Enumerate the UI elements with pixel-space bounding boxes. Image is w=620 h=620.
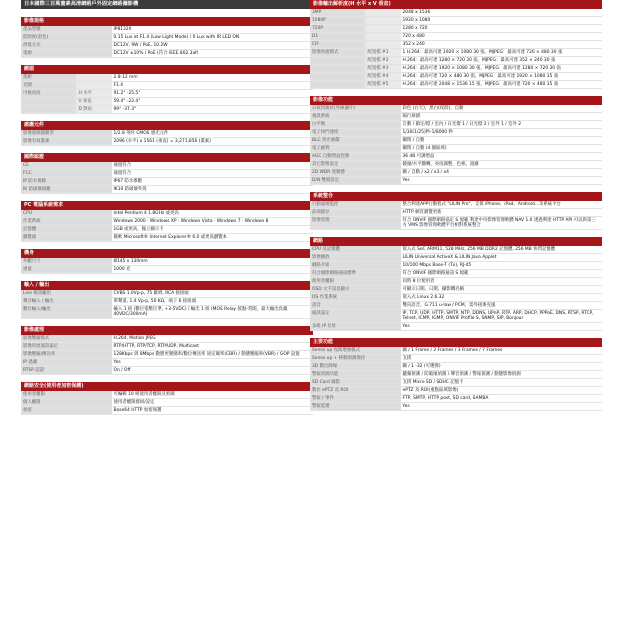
spec-value: F1.4	[112, 81, 314, 89]
spec-label	[310, 56, 365, 64]
spec-value: 關 / 1 Frame / 2 Frames / 3 Frames / 7 Frames	[401, 347, 602, 354]
spec-section	[21, 121, 313, 146]
spec-row	[21, 49, 313, 57]
spec-label: 影像有效畫素	[21, 137, 112, 145]
spec-value: 99° -37.3°	[112, 105, 314, 113]
spec-value: 聽頻偵測 / 防破壞偵測 / 聲音偵測 / 警報偵測 / 動態影像偵測	[401, 370, 602, 378]
spec-label: CIF	[310, 40, 365, 48]
spec-value: 雙向語音，G.711 u-law / PCM，需外接麥克風	[401, 301, 602, 309]
spec-value: 128Kbps 到 8Mbps 動態更變碼率/數位傳送率 固定碼率(CBR) / 動態壓縮率(VBR) / GOP 設置	[112, 350, 313, 358]
section-header: 影像功能	[310, 96, 602, 105]
spec-section	[310, 192, 602, 230]
spec-label: 電源	[21, 49, 112, 57]
spec-row	[310, 347, 602, 354]
spec-value: Base64 HTTP 加密保護	[112, 406, 313, 414]
spec-label: AGC 自動增益控制	[310, 152, 401, 160]
spec-value: 鏡頭/水平翻轉，亮度調整，色相，過濾	[401, 160, 602, 168]
spec-value: 關閉 / 自動 (4 個區域)	[401, 144, 602, 152]
spec-value: 36 dB 可調增益	[401, 152, 602, 160]
spec-label: OSD 文字訊息顯示	[310, 285, 401, 293]
spec-section	[21, 201, 313, 242]
spec-row	[310, 269, 602, 277]
spec-value: 352 x 240	[401, 40, 603, 48]
spec-sublabel: H 水平	[76, 89, 111, 97]
spec-label: Sense up 夜間增強模式	[310, 347, 401, 354]
spec-value: 關 / 1 -32 (可選擇)	[401, 362, 602, 370]
spec-value: H.264：最高可達 2048 × 1536 15 張，MJPEG：最高可達 720 × 480 15 張	[401, 80, 603, 88]
spec-row	[310, 285, 602, 293]
section-header: 影像輸出解析度(H 水平 x V 垂直)	[310, 0, 602, 9]
spec-row	[310, 120, 602, 128]
spec-value: 通過符合	[112, 162, 313, 169]
spec-section	[310, 0, 602, 89]
spec-row	[310, 48, 602, 56]
spec-value: IK10 防破壞外殼	[112, 185, 313, 193]
spec-row	[310, 9, 602, 16]
spec-row	[310, 201, 602, 208]
spec-label: 重量	[21, 265, 112, 273]
document-title: 日本國際三百萬畫素高清網路戶外固定網路攝影機	[21, 0, 313, 9]
spec-table	[21, 258, 313, 274]
spec-label: 影像串流通訊協定	[21, 342, 112, 350]
spec-label: RTSP 認證	[21, 366, 112, 374]
spec-table	[310, 9, 602, 89]
spec-label: 作業系統	[21, 217, 112, 225]
spec-sublabel: 配置檔 #2	[365, 56, 400, 64]
spec-section	[21, 65, 313, 114]
section-header: 主要功能	[310, 338, 602, 347]
spec-row	[21, 81, 313, 89]
spec-value: H.264：最高可達 1920 × 1080 30 張，MJPEG：最高可達 1280 × 720 30 張	[401, 64, 603, 72]
spec-label: IP 過濾	[21, 358, 112, 366]
spec-row	[21, 305, 313, 318]
spec-label: 語音	[310, 301, 401, 309]
spec-label: 網路介面	[310, 261, 401, 269]
spec-row	[310, 152, 602, 160]
spec-label: 產品型號	[21, 26, 112, 33]
spec-row	[21, 391, 313, 398]
section-header: 網路安全(使用者加密保護)	[21, 382, 313, 391]
spec-row	[21, 342, 313, 350]
spec-value: Yes	[401, 322, 602, 330]
spec-row	[21, 137, 313, 145]
spec-row	[310, 80, 602, 88]
spec-section	[310, 96, 602, 185]
spec-value: FTP, SMTP, HTTP post, SD card, SAMBA	[401, 394, 602, 402]
spec-value: 自動 / 鎖定/燈 / 室內 / 日光燈 1 / 日光燈 2 / 室外 1 / 室外 2	[401, 120, 602, 128]
spec-label: 供電方式	[21, 41, 112, 49]
spec-label: CPU 及記憶體	[310, 246, 401, 253]
spec-row	[310, 246, 602, 253]
spec-label: 影像壓縮/傳送率	[21, 350, 112, 358]
section-header: 系統整合	[310, 192, 602, 201]
spec-label: IP 防水規範	[21, 177, 112, 185]
spec-row	[310, 168, 602, 176]
spec-sublabel: 配置檔 #1	[365, 48, 400, 56]
spec-row	[310, 253, 602, 261]
spec-value: 1920 x 1080	[401, 16, 603, 24]
spec-value: 59.4° -22.4°	[112, 97, 314, 105]
spec-value: 可顯示日期、日期、攝影機名稱	[401, 285, 602, 293]
spec-row	[21, 217, 313, 225]
spec-row	[21, 350, 313, 358]
spec-row	[310, 362, 602, 370]
section-header: 國際認證	[21, 153, 313, 162]
section-header: 機身	[21, 249, 313, 258]
spec-value: 支援	[401, 354, 602, 362]
spec-row	[21, 130, 313, 137]
spec-value: H.264：最高可達 720 × 480 30 張，MJPEG：最高可達 1920 × 1080 15 張	[401, 72, 603, 80]
spec-row	[21, 225, 313, 233]
spec-row	[21, 97, 313, 105]
spec-table	[21, 335, 313, 375]
spec-sublabel: V 垂直	[76, 97, 111, 105]
spec-value: 微軟 Microsoft® Internet Explorer® 6.0 或更高瀏覽本	[112, 233, 313, 241]
spec-value: 輸入 1 組 (數位電壓位準, +3-5VDC) / 輸出 1 組 (MOS Relay 接點-常開，最大輸出負載 40VDC/300mA)	[112, 305, 313, 318]
spec-label: 視訊系統	[310, 112, 401, 120]
spec-label: 電子快門速度	[310, 128, 401, 136]
spec-value: IP, TCP, UDP, HTTP, SMTP, NTP, DDNS, UPnP, RTP, ARP, DHCP, PPPoE, DNS, RTSP, RTCP, Telnet, ICMP, IGMP, ONVIF Profile S, SNMP, SIP, Bonjour	[401, 309, 602, 322]
spec-row	[310, 261, 602, 269]
spec-label: BLC 背光補償	[310, 136, 401, 144]
spec-row	[21, 169, 313, 177]
spec-label: 可視角度	[21, 89, 76, 97]
spec-label: CE	[21, 162, 112, 169]
spec-value: 2096 (水平) x 1561 (垂直) = 3,271,856 (畫素)	[112, 137, 313, 145]
spec-value: 單聲道, 1.4 Vp-p, 50 KΩ，端子 6 接接頭	[112, 297, 313, 305]
spec-value: 使用者權限群組/設定	[112, 398, 313, 406]
spec-value: 關 / 自動 / x2 / x3 / x4	[401, 168, 602, 176]
spec-table	[310, 105, 602, 185]
spec-sublabel	[365, 24, 400, 32]
spec-row	[310, 40, 602, 48]
spec-value: 1280 x 720	[401, 24, 603, 32]
spec-label	[310, 72, 365, 80]
spec-row	[310, 216, 602, 229]
section-header: PC 電腦系統需求	[21, 201, 313, 210]
spec-label: Live 視訊輸出	[21, 290, 112, 297]
spec-value: 可編輯 10 組使用者權限及密碼	[112, 391, 313, 398]
spec-value: 0.15 Lux at F1.4 (Low Light Mode) / 0 Lux with IR LED ON	[112, 33, 313, 41]
spec-label	[21, 97, 76, 105]
spec-row	[21, 89, 313, 97]
spec-table	[310, 201, 602, 230]
spec-row	[310, 128, 602, 136]
spec-value: 同時 8 位使用者	[401, 277, 602, 285]
spec-value: DC12V, 9W / PoE, 10.2W	[112, 41, 313, 49]
spec-row	[310, 370, 602, 378]
spec-label: D1	[310, 32, 365, 40]
spec-value: 關閉 / 自動	[401, 136, 602, 144]
spec-value: DC12V ±10% / PoE (符合 IEEE 802.3af)	[112, 49, 313, 57]
spec-sublabel: 配置檔 #4	[365, 72, 400, 80]
spec-row	[310, 56, 602, 64]
spec-value: 嵌入式 Linux 2.6.32	[401, 293, 602, 301]
spec-value: LILIN Universal ActiveX & LILIN Java Applet	[401, 253, 602, 261]
spec-value: 符合 ONVIF 國際網路協定 S 規範 利達中央影像管理軟體 NAV 1.0 透過利達 HTTP API 可以與第三方 VMS 影像管理軟體平台相對系統整合	[401, 216, 602, 229]
spec-value: 1GB 或更高，獨立顯示卡	[112, 225, 313, 233]
spec-row	[21, 177, 313, 185]
spec-value: 91.2° -25.5°	[112, 89, 314, 97]
spec-label: 低照度(彩色)	[21, 33, 112, 41]
spec-row	[310, 24, 602, 32]
spec-sublabel	[76, 74, 111, 81]
spec-row	[310, 136, 602, 144]
section-header: 影像處理	[21, 326, 313, 335]
spec-section	[21, 382, 313, 415]
spec-value: ePTZ 及 ROI(重點區域影像)	[401, 386, 602, 394]
spec-sublabel: 配置檔 #3	[365, 64, 400, 72]
spec-label: 1080P	[310, 16, 365, 24]
spec-row	[21, 210, 313, 217]
spec-row	[21, 33, 313, 41]
spec-value: Windows 2000 · Windows XP · Windows Vista · Windows 7 · Windows 8	[112, 217, 313, 225]
spec-label: 影像感測器類型	[21, 130, 112, 137]
spec-label: 影像串流模式	[310, 48, 365, 56]
spec-section	[21, 17, 313, 58]
spec-section	[21, 153, 313, 194]
spec-row	[21, 185, 313, 193]
spec-label: 光圈	[21, 81, 76, 89]
spec-label: 白平衡	[310, 120, 401, 128]
spec-label	[310, 64, 365, 72]
section-header: 鏡頭	[21, 65, 313, 74]
section-header: 輸入 / 輸出	[21, 281, 313, 290]
spec-label: 3D 數位降噪	[310, 362, 401, 370]
spec-section	[310, 338, 602, 411]
spec-row	[310, 64, 602, 72]
spec-row	[21, 74, 313, 81]
spec-table	[21, 130, 313, 146]
spec-label: 記憶體	[21, 225, 112, 233]
spec-value: 隔行掃描	[401, 112, 602, 120]
spec-table	[21, 210, 313, 242]
spec-label: 焦距	[21, 74, 76, 81]
spec-value: Yes	[401, 176, 602, 184]
section-header: 影像規格	[21, 17, 313, 26]
spec-label: 瀏覽器	[21, 233, 112, 241]
spec-sublabel	[365, 32, 400, 40]
spec-row	[310, 105, 602, 112]
spec-label: 多組 IP 位址	[310, 322, 401, 330]
spec-value: On / Off	[112, 366, 313, 374]
spec-row	[21, 258, 313, 265]
spec-label: 通訊協定	[310, 309, 401, 322]
spec-label: 日夜切換(紅外線濾片)	[310, 105, 401, 112]
spec-sublabel	[365, 40, 400, 48]
spec-value: Ø145 x 130mm	[112, 258, 313, 265]
spec-label: 使用者權限	[310, 277, 401, 285]
spec-label: SD Card 錄影	[310, 378, 401, 386]
spec-sublabel	[365, 16, 400, 24]
spec-row	[310, 176, 602, 184]
spec-label: 720P	[310, 24, 365, 32]
spec-row	[310, 394, 602, 402]
spec-row	[21, 233, 313, 241]
spec-label: 數位輸入/輸出	[21, 305, 112, 318]
section-header: 網路	[310, 237, 602, 246]
left-column	[21, 0, 313, 422]
spec-label: CPU	[21, 210, 112, 217]
spec-row	[310, 72, 602, 80]
spec-row	[310, 32, 602, 40]
spec-label	[310, 80, 365, 88]
spec-row	[21, 335, 313, 342]
spec-section	[310, 237, 602, 331]
spec-row	[21, 105, 313, 113]
spec-label: Sense up + 移動偵測保持	[310, 354, 401, 362]
spec-value: 支援 Micro SD / SDHC 記憶卡	[401, 378, 602, 386]
spec-label: 其它影像設定	[310, 160, 401, 168]
spec-label: 使用者權限	[21, 391, 112, 398]
spec-row	[21, 265, 313, 273]
spec-value: 2048 x 1536	[401, 9, 603, 16]
spec-row	[310, 112, 602, 120]
spec-value: 符合 ONVIF 國際網路通訊 S 規範	[401, 269, 602, 277]
spec-row	[310, 354, 602, 362]
spec-label: IK 防破壞規範	[21, 185, 112, 193]
section-header: 感應元件	[21, 121, 313, 130]
spec-sublabel: 配置檔 #5	[365, 80, 400, 88]
spec-label: 外觀尺寸	[21, 258, 112, 265]
spec-label: 影像播放	[310, 253, 401, 261]
spec-row	[310, 277, 602, 285]
spec-value: 整合利達APP行動程式 "LILIN Pro"，支援 iPhone、iPad、Android...等系統平台	[401, 201, 602, 208]
spec-value: 1/2.8 英吋 CMOS 感光元件	[112, 130, 313, 137]
spec-value: Intel Pentium 4 1.8GHz 或更高	[112, 210, 313, 217]
spec-row	[310, 208, 602, 216]
spec-row	[310, 144, 602, 152]
spec-value: 2.8-12 mm	[112, 74, 314, 81]
spec-row	[21, 398, 313, 406]
spec-value: IP67 防水係數	[112, 177, 313, 185]
spec-row	[21, 366, 313, 374]
spec-sublabel	[365, 9, 400, 16]
spec-label: 3MP	[310, 9, 365, 16]
spec-row	[21, 358, 313, 366]
spec-section	[21, 249, 313, 274]
spec-row	[310, 160, 602, 168]
spec-value: IP8132X	[112, 26, 313, 33]
spec-row	[21, 26, 313, 33]
spec-value: RTP/HTTP, RTP/TCP, RTP/UDP, Multicast	[112, 342, 313, 350]
spec-section	[21, 326, 313, 375]
spec-value: H.264, Motion JPEG	[112, 335, 313, 342]
spec-label: 行動遠端監控	[310, 201, 401, 208]
spec-value: 10/100 Mbps Base-T (Tx), RJ-45	[401, 261, 602, 269]
spec-label	[21, 105, 76, 113]
spec-row	[21, 41, 313, 49]
spec-label: 警報偵測功能	[310, 370, 401, 378]
spec-row	[310, 301, 602, 309]
spec-value: 嵌入式 SoC ARM11, 528 MHz, 256 MB DDR2 記憶體, 256 MB 快閃記憶體	[401, 246, 602, 253]
spec-row	[21, 406, 313, 414]
spec-row	[310, 309, 602, 322]
spec-value: 720 x 480	[401, 32, 603, 40]
spec-section	[21, 281, 313, 319]
spec-label: 個人權限	[21, 398, 112, 406]
spec-label: 聲音輸入 / 輸出	[21, 297, 112, 305]
spec-row	[21, 290, 313, 297]
spec-table	[21, 26, 313, 58]
spec-sublabel	[76, 81, 111, 89]
spec-label: 影像管理	[310, 216, 401, 229]
spec-label: 電子銳利	[310, 144, 401, 152]
spec-value: H.264：最高可達 1280 × 720 30 張，MJPEG：最高可達 352 × 240 30 張	[401, 56, 603, 64]
spec-value: 1000 克	[112, 265, 313, 273]
spec-label: 數位 ePTZ 及 ROI	[310, 386, 401, 394]
spec-table	[310, 347, 602, 411]
spec-row	[310, 386, 602, 394]
right-column	[310, 0, 602, 418]
spec-label: 警報 / 事件	[310, 394, 401, 402]
spec-row	[310, 293, 602, 301]
spec-sublabel: D 對角	[76, 105, 111, 113]
spec-table	[21, 391, 313, 415]
spec-label: 符合國際網路通訊標準	[310, 269, 401, 277]
spec-row	[310, 322, 602, 330]
spec-row	[310, 378, 602, 386]
spec-label: 影像壓縮模式	[21, 335, 112, 342]
spec-value: Yes	[112, 358, 313, 366]
spec-row	[21, 297, 313, 305]
spec-label: OS 作業系統	[310, 293, 401, 301]
spec-value: 通過符合	[112, 169, 313, 177]
spec-value: HTTP 網頁瀏覽更新	[401, 208, 602, 216]
spec-label: 加密	[21, 406, 112, 414]
spec-value: 1 H.264：最高可達 1920 × 1080 30 張，MJPEG：最高可達 720 × 480 30 張	[401, 48, 603, 56]
spec-label: FCC	[21, 169, 112, 177]
spec-value: 彩色 (白天)，黑白(夜間)，自動	[401, 105, 602, 112]
spec-label: 前端儲存	[310, 208, 401, 216]
spec-value: CVBS 1.0Vp-p, 75 歐姆, RCA 接接頭	[112, 290, 313, 297]
spec-table	[21, 290, 313, 319]
spec-label: 2D WDR 寬動態	[310, 168, 401, 176]
spec-table	[21, 162, 313, 194]
spec-row	[21, 162, 313, 169]
spec-value: 1/30(1/25)秒-1/8000 秒	[401, 128, 602, 136]
spec-row	[310, 402, 602, 410]
spec-table	[21, 74, 313, 114]
spec-value: Yes	[401, 402, 602, 410]
spec-label: D/N 雙層設定	[310, 176, 401, 184]
spec-row	[310, 16, 602, 24]
spec-table	[310, 246, 602, 331]
spec-label: 警報延遲	[310, 402, 401, 410]
